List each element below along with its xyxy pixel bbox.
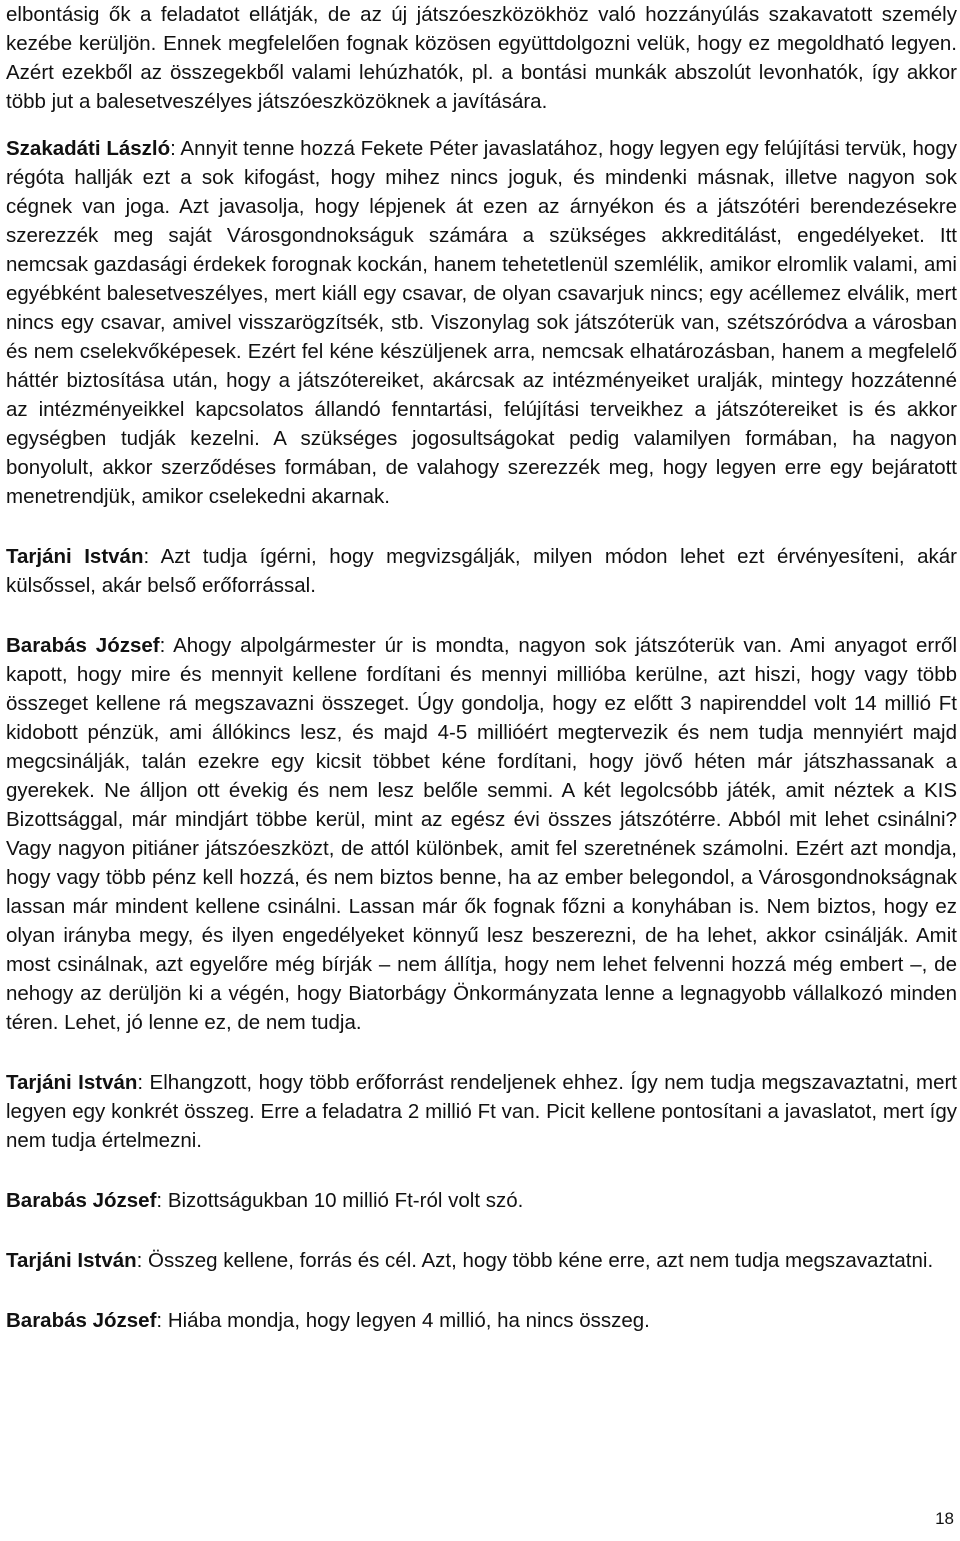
speech-paragraph-tarjani-2 [6,1068,957,1155]
speech-paragraph-tarjani-3 [6,1246,957,1275]
page-body [6,0,957,1335]
speaker-name: Tarjáni István [6,545,144,568]
speaker-name: Tarjáni István [6,1249,137,1272]
speaker-name: Barabás József [6,1309,157,1332]
speaker-name: Barabás József [6,1189,157,1212]
speaker-name: Tarjáni István [6,1071,138,1094]
intro-paragraph: elbontásig ők a feladatot ellátják, de az új játszóeszközökhöz való hozzányúlás szakavatott személy kezébe kerüljön. Ennek megfelelően fognak közösen együttdolgozni velük, hogy ez megoldható legyen. Azért ezekből az összegekből valami lehúzhatók, pl. a bontási munkák abszolút levonhatók, így akkor több jut a balesetveszélyes játszóeszközöknek a javítására. [6,3,957,113]
speaker-separator: : [156,1189,168,1212]
speaker-name: Szakadáti László [6,137,171,160]
speaker-separator: : [143,545,161,568]
speech-text: Azt tudja ígérni, hogy megvizsgálják, milyen módon lehet ezt érvényesíteni, akár külsőssel, akár belső erőforrással. [6,545,957,597]
page-number: 18 [935,1509,954,1528]
speech-text: Ahogy alpolgármester úr is mondta, nagyon sok játszóterük van. Ami anyagot erről kapott, hogy mire és mennyit kellene fordítani és mennyi millióba kerülne, azt hiszi, hogy vagy több összeget kellene rá megszavazni összeget. Úgy gondolja, hogy ez előtt 3 napirenddel volt 14 millió Ft kidobott pénzük, ami állókincs lesz, és majd 4-5 millióért megtervezik és nem tudja mennyiért majd megcsinálják, talán ezekre egy kicsit többet kéne fordítani, hogy jövő héten már játszhassanak a gyerekek. Ne álljon ott évekig és nem lesz belőle semmi. A két legolcsóbb játék, amit néztek a KIS Bizottsággal, már mindjárt többe kerül, mint az egész évi összes játszótérre. Abból mit lehet csinálni? Vagy nagyon pitiáner játszóeszközt, de attól különbek, amit fel szeretnének számolni. Ezért azt mondja, hogy vagy több pénz kell hozzá, és nem biztos benne, ha az ember belegondol, a Városgondnokságnak lassan már mindent kellene csinálni. Lassan már ők fognak főzni a konyhában is. Nem biztos, hogy ez olyan irányba megy, és ilyen engedélyeket könnyű lesz beszerezni, de ha lehet, akkor csinálják. Amit most csinálnak, azt egyelőre még bírják – nem állítja, hogy nem lehet felvenni hozzá még embert –, de nehogy az derüljön ki a végén, hogy Biatorbágy Önkormányzata lenne a legnagyobb vállalkozó minden téren. Lehet, jó lenne ez, de nem tudja. [6,634,957,1034]
speaker-separator: : [170,137,181,160]
speech-text: Hiába mondja, hogy legyen 4 millió, ha nincs összeg. [167,1309,650,1332]
speech-paragraph-barabas-1 [6,631,957,1037]
speech-paragraph-szakadati [6,134,957,511]
speaker-separator: : [159,634,174,657]
speech-text: Elhangzott, hogy több erőforrást rendeljenek ehhez. Így nem tudja megszavaztatni, mert legyen egy konkrét összeg. Erre a feladatra 2 millió Ft van. Picit kellene pontosítani a javaslatot, mert így nem tudja értelmezni. [6,1071,957,1152]
speaker-separator: : [137,1071,150,1094]
speech-paragraph-barabas-3 [6,1306,957,1335]
speech-text: Bizottságukban 10 millió Ft-ról volt szó. [167,1189,524,1212]
speaker-separator: : [136,1249,149,1272]
speech-text: Összeg kellene, forrás és cél. Azt, hogy több kéne erre, azt nem tudja megszavaztatni. [148,1249,934,1272]
speech-text: Annyit tenne hozzá Fekete Péter javaslatához, hogy legyen egy felújítási tervük, hogy régóta hallják ezt a sok kifogást, hogy mihez nincs joguk, és mindenki másnak, illetve nagyon sok cégnek van joga. Azt javasolja, hogy lépjenek át ezen az árnyékon és a játszótéri berendezésekre szerezzék meg saját Városgondnokságuk számára a szükséges akkreditálást, engedélyeket. Itt nemcsak gazdasági érdekek forognak kockán, hanem tehetetlenül szemlélik, amikor elromlik valami, ami egyébként balesetveszélyes, mert kiáll egy csavar, de olyan csavarjuk nincs; egy acéllemez elválik, mert nincs egy csavar, amivel visszarögzítsék, stb. Viszonylag sok játszóterük van, szétszóródva a városban és nem cselekvőképesek. Ezért fel kéne készüljenek arra, nemcsak elhatározásban, hanem a megfelelő háttér biztosítása után, hogy a játszótereiket, akárcsak az intézményeiket uralják, mintegy hozzátenné az intézményeikkel kapcsolatos állandó fenntartási, felújítási terveikhez a játszótereiket is és akkor egységben tudják kezelni. A szükséges jogosultságokat pedig valamilyen formában, ha nagyon bonyolult, akkor szerződéses formában, de valahogy szerezzék meg, hogy legyen erre egy bejáratott menetrendjük, amikor cselekedni akarnak. [6,137,957,508]
speech-paragraph-tarjani-1 [6,542,957,600]
speech-paragraph-barabas-2 [6,1186,957,1215]
speaker-name: Barabás József [6,634,160,657]
speaker-separator: : [156,1309,168,1332]
